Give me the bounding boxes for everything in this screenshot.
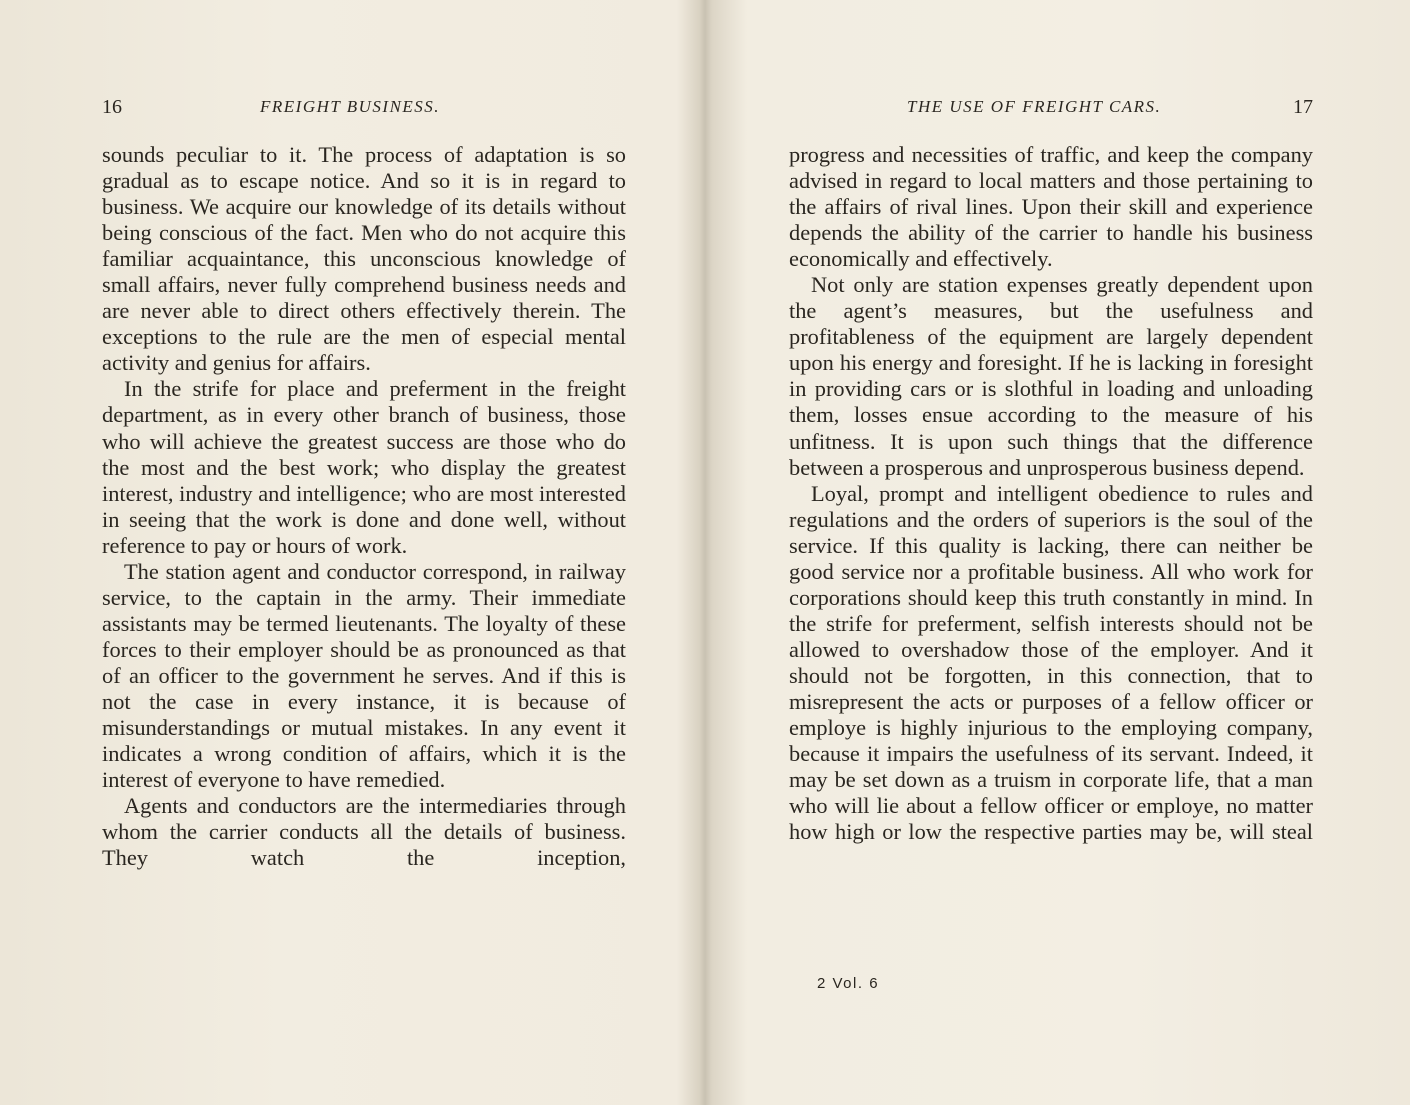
right-page-number: 17: [1293, 96, 1313, 118]
left-paragraph-1: sounds peculiar to it. The process of adaptation is so gradual as to escape notice. And so it is in regard to business. We acquire our knowledge of its details without being conscious of the fact. Men who do not acquire this familiar acquaintance, this unconscious knowledge of small affairs, never fully comprehend business needs and are never able to direct others effectively therein. The exceptions to the rule are the men of especial mental activity and genius for affairs.: [102, 142, 626, 376]
right-running-title: THE USE OF FREIGHT CARS.: [907, 97, 1162, 116]
right-paragraph-3: Loyal, prompt and intelligent obedience to rules and regulations and the orders of superiors is the soul of the service. If this quality is lacking, there can neither be good service nor a profitable business. All who work for corporations should keep this truth constantly in mind. In the strife for preferment, selfish interests should not be allowed to overshadow those of the employer. And it should not be forgotten, in this connection, that to misrepresent the acts or purposes of a fellow officer or employe is highly injurious to the employing company, because it impairs the usefulness of its servant. Indeed, it may be set down as a truism in corporate life, that a man who will lie about a fellow officer or employe, no matter how high or low the respective parties may be, will steal: [789, 480, 1313, 845]
right-page-header: [789, 96, 1313, 126]
left-body-text: [102, 142, 626, 871]
left-running-title: FREIGHT BUSINESS.: [260, 97, 441, 116]
right-paragraph-1: progress and necessities of traffic, and keep the company advised in regard to local matters and those pertaining to the affairs of rival lines. Upon their skill and experience depends the ability of the carrier to handle his business economically and effectively.: [789, 142, 1313, 272]
right-body-text: [789, 142, 1313, 845]
left-paragraph-2: In the strife for place and preferment in the freight department, as in every other branch of business, those who will achieve the greatest success are those who do the most and the best work; who display the greatest interest, industry and intelligence; who are most interested in seeing that the work is done and done well, without reference to pay or hours of work.: [102, 376, 626, 558]
right-paragraph-2: Not only are station expenses greatly dependent upon the agent’s measures, but the usefulness and profitableness of the equipment are largely dependent upon his energy and foresight. If he is lacking in foresight in providing cars or is slothful in loading and unloading them, losses ensue according to the measure of his unfitness. It is upon such things that the difference between a prosperous and unprosperous business depend.: [789, 272, 1313, 480]
left-page: [0, 0, 704, 1105]
left-page-number: 16: [102, 96, 122, 118]
left-paragraph-4: Agents and conductors are the intermediaries through whom the carrier conducts all the details of business. They watch the inception,: [102, 793, 626, 871]
right-page: [706, 0, 1410, 1105]
left-page-header: [102, 96, 626, 126]
signature-mark: 2 Vol. 6: [817, 975, 880, 992]
left-paragraph-3: The station agent and conductor correspond, in railway service, to the captain in the army. Their immediate assistants may be termed lieutenants. The loyalty of these forces to their employer should be as pronounced as that of an officer to the government he serves. And if this is not the case in every instance, it is because of misunderstandings or mutual mistakes. In any event it indicates a wrong condition of affairs, which it is the interest of everyone to have remedied.: [102, 558, 626, 793]
